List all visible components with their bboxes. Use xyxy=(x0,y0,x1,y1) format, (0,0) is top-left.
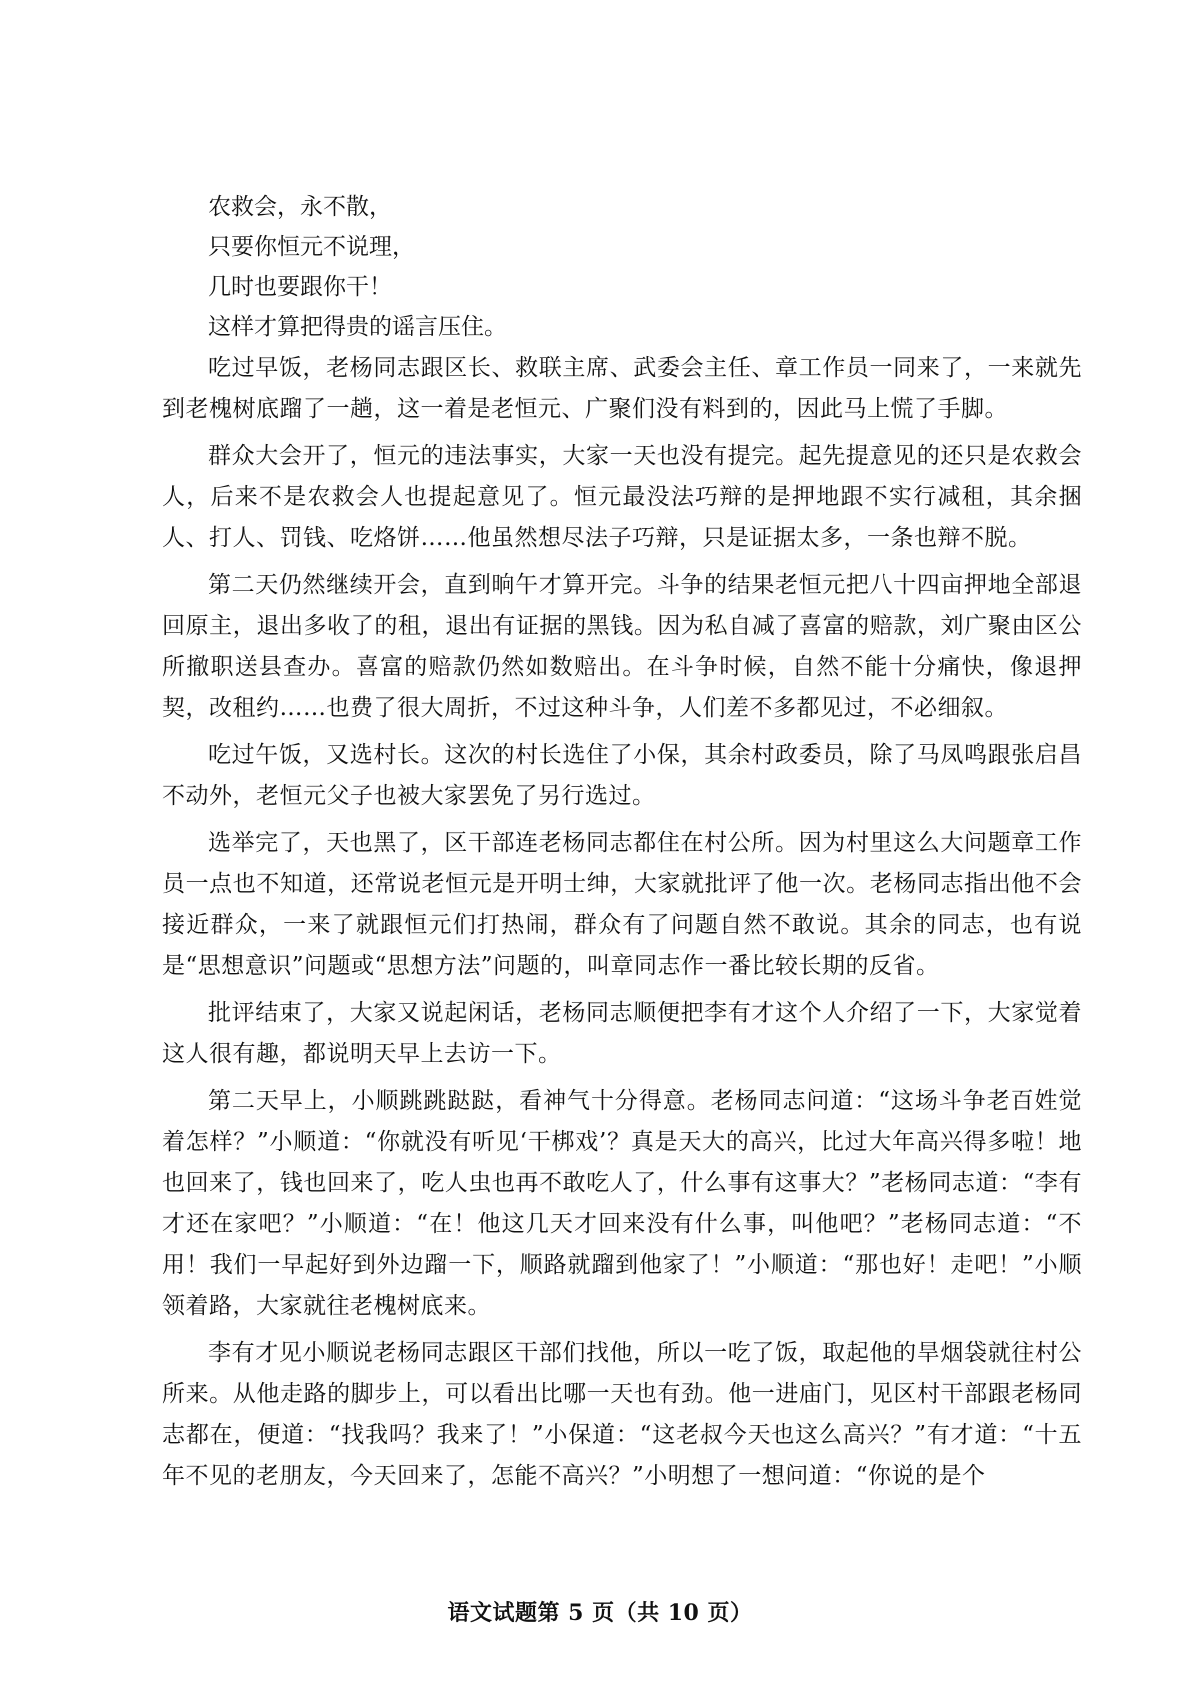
passage-body xyxy=(162,188,1082,1503)
paragraph: 选举完了，天也黑了，区干部连老杨同志都住在村公所。因为村里这么大问题章工作员一点也不知道，还常说老恒元是开明士绅，大家就批评了他一次。老杨同志指出他不会接近群众，一来了就跟恒元们打热闹，群众有了问题自然不敢说。其余的同志，也有说是“思想意识”问题或“思想方法”问题的，叫章同志作一番比较长期的反省。 xyxy=(162,830,1082,979)
folk-verse xyxy=(162,188,1082,346)
verse-line: 只要你恒元不说理， xyxy=(208,234,415,260)
paragraph: 第二天早上，小顺跳跳跶跶，看神气十分得意。老杨同志问道：“这场斗争老百姓觉着怎样？”小顺道：“你就没有听见‘干梆戏’？真是天大的高兴，比过大年高兴得多啦！地也回来了，钱也回来了，吃人虫也再不敢吃人了，什么事有这事大？”老杨同志道：“李有才还在家吧？”小顺道：“在！他这几天才回来没有什么事，叫他吧？”老杨同志道：“不用！我们一早起好到外边蹓一下，顺路就蹓到他家了！”小顺道：“那也好！走吧！”小顺领着路，大家就往老槐树底来。 xyxy=(162,1088,1082,1319)
paragraph: 李有才见小顺说老杨同志跟区干部们找他，所以一吃了饭，取起他的旱烟袋就往村公所来。从他走路的脚步上，可以看出比哪一天也有劲。他一进庙门，见区村干部跟老杨同志都在，便道：“找我吗？我来了！”小保道：“这老叔今天也这么高兴？”有才道：“十五年不见的老朋友，今天回来了，怎能不高兴？”小明想了一想问道：“你说的是个 xyxy=(162,1340,1082,1489)
paragraph: 群众大会开了，恒元的违法事实，大家一天也没有提完。起先提意见的还只是农救会人，后来不是农救会人也提起意见了。恒元最没法巧辩的是押地跟不实行减租，其余捆人、打人、罚钱、吃烙饼……他虽然想尽法子巧辩，只是证据太多，一条也辩不脱。 xyxy=(162,443,1082,551)
verse-line: 农救会，永不散， xyxy=(208,194,392,220)
paragraph: 吃过午饭，又选村长。这次的村长选住了小保，其余村政委员，除了马凤鸣跟张启昌不动外，老恒元父子也被大家罢免了另行选过。 xyxy=(162,742,1082,809)
paragraph: 批评结束了，大家又说起闲话，老杨同志顺便把李有才这个人介绍了一下，大家觉着这人很有趣，都说明天早上去访一下。 xyxy=(162,1000,1082,1067)
page-footer: 语文试题第 5 页（共 10 页） xyxy=(447,1600,753,1626)
paragraph: 吃过早饭，老杨同志跟区长、救联主席、武委会主任、章工作员一同来了，一来就先到老槐树底蹓了一趟，这一着是老恒元、广聚们没有料到的，因此马上慌了手脚。 xyxy=(162,355,1082,422)
verse-line: 几时也要跟你干！ xyxy=(208,274,392,300)
paragraph: 第二天仍然继续开会，直到晌午才算开完。斗争的结果老恒元把八十四亩押地全部退回原主，退出多收了的租，退出有证据的黑钱。因为私自减了喜富的赔款，刘广聚由区公所撤职送县查办。喜富的赔款仍然如数赔出。在斗争时候，自然不能十分痛快，像退押契，改租约……也费了很大周折，不过这种斗争，人们差不多都见过，不必细叙。 xyxy=(162,572,1082,721)
verse-line: 这样才算把得贵的谣言压住。 xyxy=(208,314,507,340)
